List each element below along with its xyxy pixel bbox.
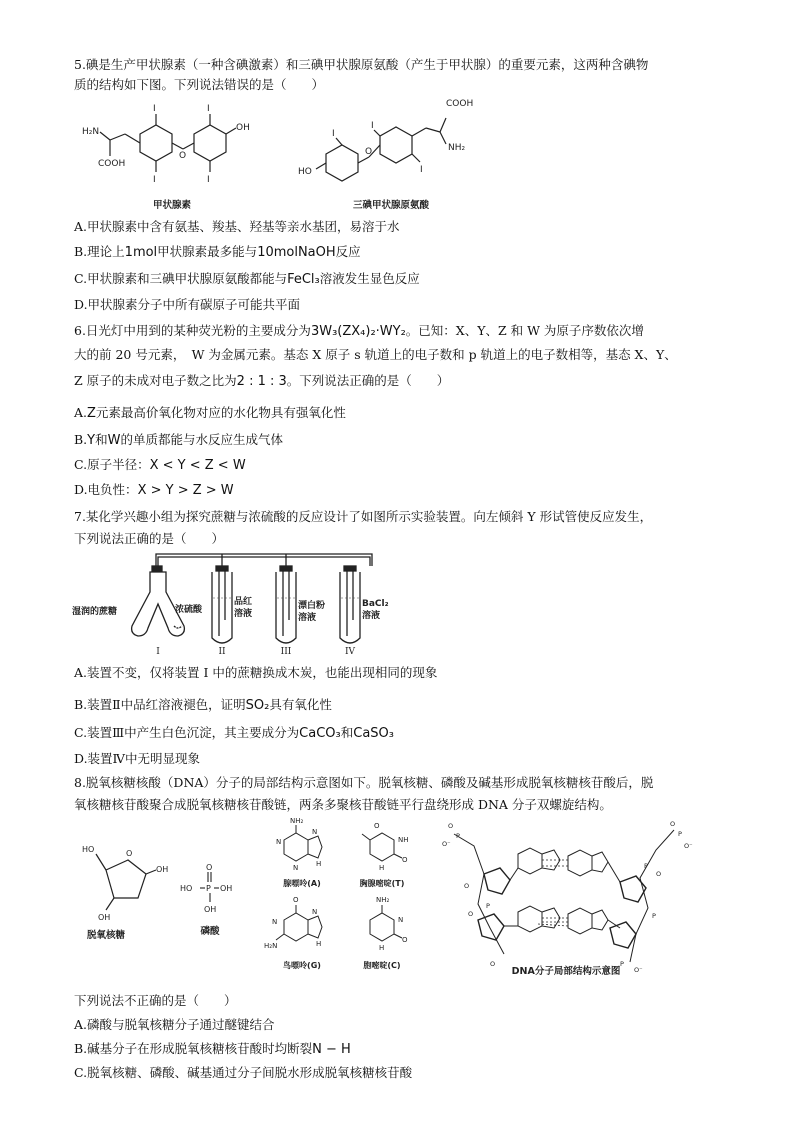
- q7-label-tube3-b: 溶液: [298, 613, 317, 623]
- q5-option-c: C.甲状腺素和三碘甲状腺原氨酸都能与FeCl₃溶液发生显色反应: [74, 271, 420, 287]
- svg-text:O: O: [402, 936, 408, 944]
- q7-num-2: II: [218, 647, 226, 657]
- svg-text:H: H: [379, 944, 385, 952]
- q8-label-cytosine: 胞嘧啶(C): [363, 961, 401, 970]
- q6-option-a: A.Z元素最高价氧化物对应的水化物具有强氧化性: [74, 405, 346, 421]
- svg-text:O⁻: O⁻: [442, 840, 451, 848]
- q8-label-deoxyribose: 脱氧核糖: [86, 930, 126, 941]
- svg-text:H: H: [316, 860, 322, 868]
- svg-text:O: O: [670, 820, 676, 828]
- q7-label-sugar: 湿润的蔗糖: [72, 607, 118, 617]
- svg-text:I: I: [332, 129, 335, 139]
- svg-text:O: O: [206, 863, 213, 872]
- svg-text:N: N: [293, 864, 299, 872]
- svg-text:N: N: [312, 908, 318, 916]
- svg-text:P: P: [456, 832, 460, 840]
- q8-stem-line2: 氧核糖核苷酸聚合成脱氧核糖核苷酸链，两条多聚核苷酸链平行盘绕形成 DNA 分子双螺旋结构。: [74, 797, 612, 812]
- q7-label-tube4-a: BaCl₂: [362, 599, 389, 609]
- q5-option-a: A.甲状腺素中含有氨基、羧基、羟基等亲水基团，易溶于水: [74, 219, 400, 234]
- q8-deoxyribose-structure: [76, 840, 176, 950]
- q5-option-b: B.理论上1mol甲状腺素最多能与10molNaOH反应: [74, 244, 361, 260]
- q6-option-b: B.Y和W的单质都能与水反应生成气体: [74, 432, 284, 448]
- svg-text:I: I: [153, 104, 156, 114]
- svg-text:OH: OH: [98, 913, 111, 922]
- svg-text:COOH: COOH: [98, 159, 126, 169]
- q8-label-phosphate: 磷酸: [200, 926, 220, 937]
- svg-text:P: P: [652, 912, 656, 920]
- svg-text:O: O: [468, 910, 474, 918]
- svg-text:P: P: [644, 862, 648, 870]
- svg-text:P: P: [486, 902, 490, 910]
- q6-stem-line3: Z 原子的未成对电子数之比为2 : 1 : 3。下列说法正确的是（ ）: [74, 373, 450, 389]
- q6-option-d: D.电负性：X > Y > Z > W: [74, 482, 234, 498]
- q7-option-d: D.装置Ⅳ中无明显现象: [74, 751, 201, 766]
- q7-option-c: C.装置Ⅲ中产生白色沉淀，其主要成分为CaCO₃和CaSO₃: [74, 725, 394, 741]
- svg-text:OH: OH: [204, 905, 217, 914]
- svg-text:O⁻: O⁻: [634, 966, 643, 974]
- svg-text:O: O: [448, 822, 454, 830]
- q8-stem-line3: 下列说法不正确的是（ ）: [74, 993, 237, 1008]
- q8-dna-structure: [434, 816, 714, 978]
- svg-text:I: I: [153, 175, 156, 185]
- q7-stem-line1: 7.某化学兴趣小组为探究蔗糖与浓硫酸的反应设计了如图所示实验装置。向左倾斜 Y 形试管使反应发生，: [74, 509, 653, 524]
- svg-text:I: I: [371, 121, 374, 131]
- svg-text:H₂N: H₂N: [264, 942, 278, 950]
- q7-num-1: I: [156, 647, 160, 657]
- q6-option-c: C.原子半径：X < Y < Z < W: [74, 457, 246, 473]
- svg-text:NH: NH: [398, 836, 409, 844]
- svg-text:HO: HO: [180, 884, 193, 893]
- q8-phosphate-structure: [178, 860, 258, 940]
- svg-text:O: O: [126, 849, 133, 858]
- q5-triiodothyronine-structure: [296, 92, 486, 214]
- q7-label-tube3-a: 漂白粉: [298, 601, 326, 611]
- q8-option-b: B.碱基分子在形成脱氧核糖核苷酸时均断裂N − H: [74, 1041, 351, 1057]
- q8-label-thymine: 胸腺嘧啶(T): [359, 879, 405, 888]
- q6-stem-line1: 6.日光灯中用到的某种荧光粉的主要成分为3W₃(ZX₄)₂·WY₂。已知：X、Y、Z 和 W 为原子序数依次增: [74, 323, 644, 339]
- svg-text:N: N: [276, 838, 282, 846]
- svg-text:N: N: [398, 916, 404, 924]
- q7-label-tube2-a: 品红: [234, 597, 253, 607]
- q5-stem-line2: 质的结构如下图。下列说法错误的是（ ）: [74, 77, 325, 92]
- q7-option-b: B.装置Ⅱ中品红溶液褪色，证明SO₂具有氧化性: [74, 697, 332, 713]
- svg-text:O: O: [490, 960, 496, 968]
- q7-label-tube2-b: 溶液: [234, 609, 253, 619]
- q8-label-dna: DNA分子局部结构示意图: [511, 966, 621, 977]
- svg-text:H: H: [316, 940, 322, 948]
- svg-text:NH₂: NH₂: [448, 143, 466, 153]
- q6-stem-line2: 大的前 20 号元素， W 为金属元素。基态 X 原子 s 轨道上的电子数和 p 轨道上的电子数相等，基态 X、Y、: [74, 347, 677, 362]
- svg-text:N: N: [272, 918, 278, 926]
- svg-text:O: O: [179, 151, 187, 161]
- svg-text:O⁻: O⁻: [684, 842, 693, 850]
- q8-stem-line1: 8.脱氧核糖核酸（DNA）分子的局部结构示意图如下。脱氧核糖、磷酸及碱基形成脱氧核糖核苷酸后，脱: [74, 775, 654, 790]
- q7-option-a: A.装置不变，仅将装置 I 中的蔗糖换成木炭，也能出现相同的现象: [74, 665, 438, 680]
- svg-text:COOH: COOH: [446, 99, 474, 109]
- q5-fig-label-thyroxine: 甲状腺素: [152, 200, 192, 211]
- svg-text:O: O: [365, 147, 373, 157]
- svg-text:OH: OH: [220, 884, 233, 893]
- svg-text:NH₂: NH₂: [376, 896, 390, 904]
- q5-stem-line1: 5.碘是生产甲状腺素（一种含碘激素）和三碘甲状腺原氨酸（产生于甲状腺）的重要元素，这两种含碘物: [74, 57, 649, 72]
- q7-label-tube4-b: 溶液: [362, 611, 381, 621]
- q5-option-d: D.甲状腺素分子中所有碳原子可能共平面: [74, 297, 301, 312]
- svg-text:O: O: [402, 856, 408, 864]
- svg-text:HO: HO: [82, 845, 95, 854]
- q5-thyroxine-structure: [80, 96, 260, 214]
- svg-text:H: H: [379, 864, 385, 872]
- svg-text:O: O: [464, 882, 470, 890]
- q7-num-3: III: [280, 647, 292, 657]
- q8-option-a: A.磷酸与脱氧核糖分子通过醚键结合: [74, 1017, 275, 1032]
- svg-text:I: I: [207, 104, 210, 114]
- q7-stem-line2: 下列说法正确的是（ ）: [74, 531, 225, 546]
- svg-text:I: I: [207, 175, 210, 185]
- svg-text:HO: HO: [298, 167, 312, 177]
- q7-num-4: IV: [344, 647, 356, 657]
- svg-text:O: O: [293, 896, 299, 904]
- svg-text:O: O: [374, 822, 380, 830]
- svg-text:P: P: [620, 960, 624, 968]
- q8-label-adenine: 腺嘌呤(A): [283, 879, 321, 888]
- svg-text:OH: OH: [236, 123, 250, 133]
- q8-bases-structures: [262, 816, 432, 976]
- svg-text:OH: OH: [156, 865, 169, 874]
- svg-text:H₂N: H₂N: [82, 127, 100, 137]
- svg-text:P: P: [206, 884, 211, 893]
- q7-label-acid: 浓硫酸: [175, 605, 203, 615]
- svg-text:NH₂: NH₂: [290, 817, 304, 825]
- q5-fig-label-triiodothyronine: 三碘甲状腺原氨酸: [352, 200, 430, 211]
- svg-text:N: N: [312, 828, 318, 836]
- svg-text:O: O: [656, 870, 662, 878]
- svg-text:I: I: [420, 165, 423, 175]
- svg-text:P: P: [678, 830, 682, 838]
- q8-label-guanine: 鸟嘌呤(G): [283, 961, 321, 970]
- q8-option-c: C.脱氧核糖、磷酸、碱基通过分子间脱水形成脱氧核糖核苷酸: [74, 1065, 413, 1080]
- q7-apparatus-figure: [72, 548, 402, 658]
